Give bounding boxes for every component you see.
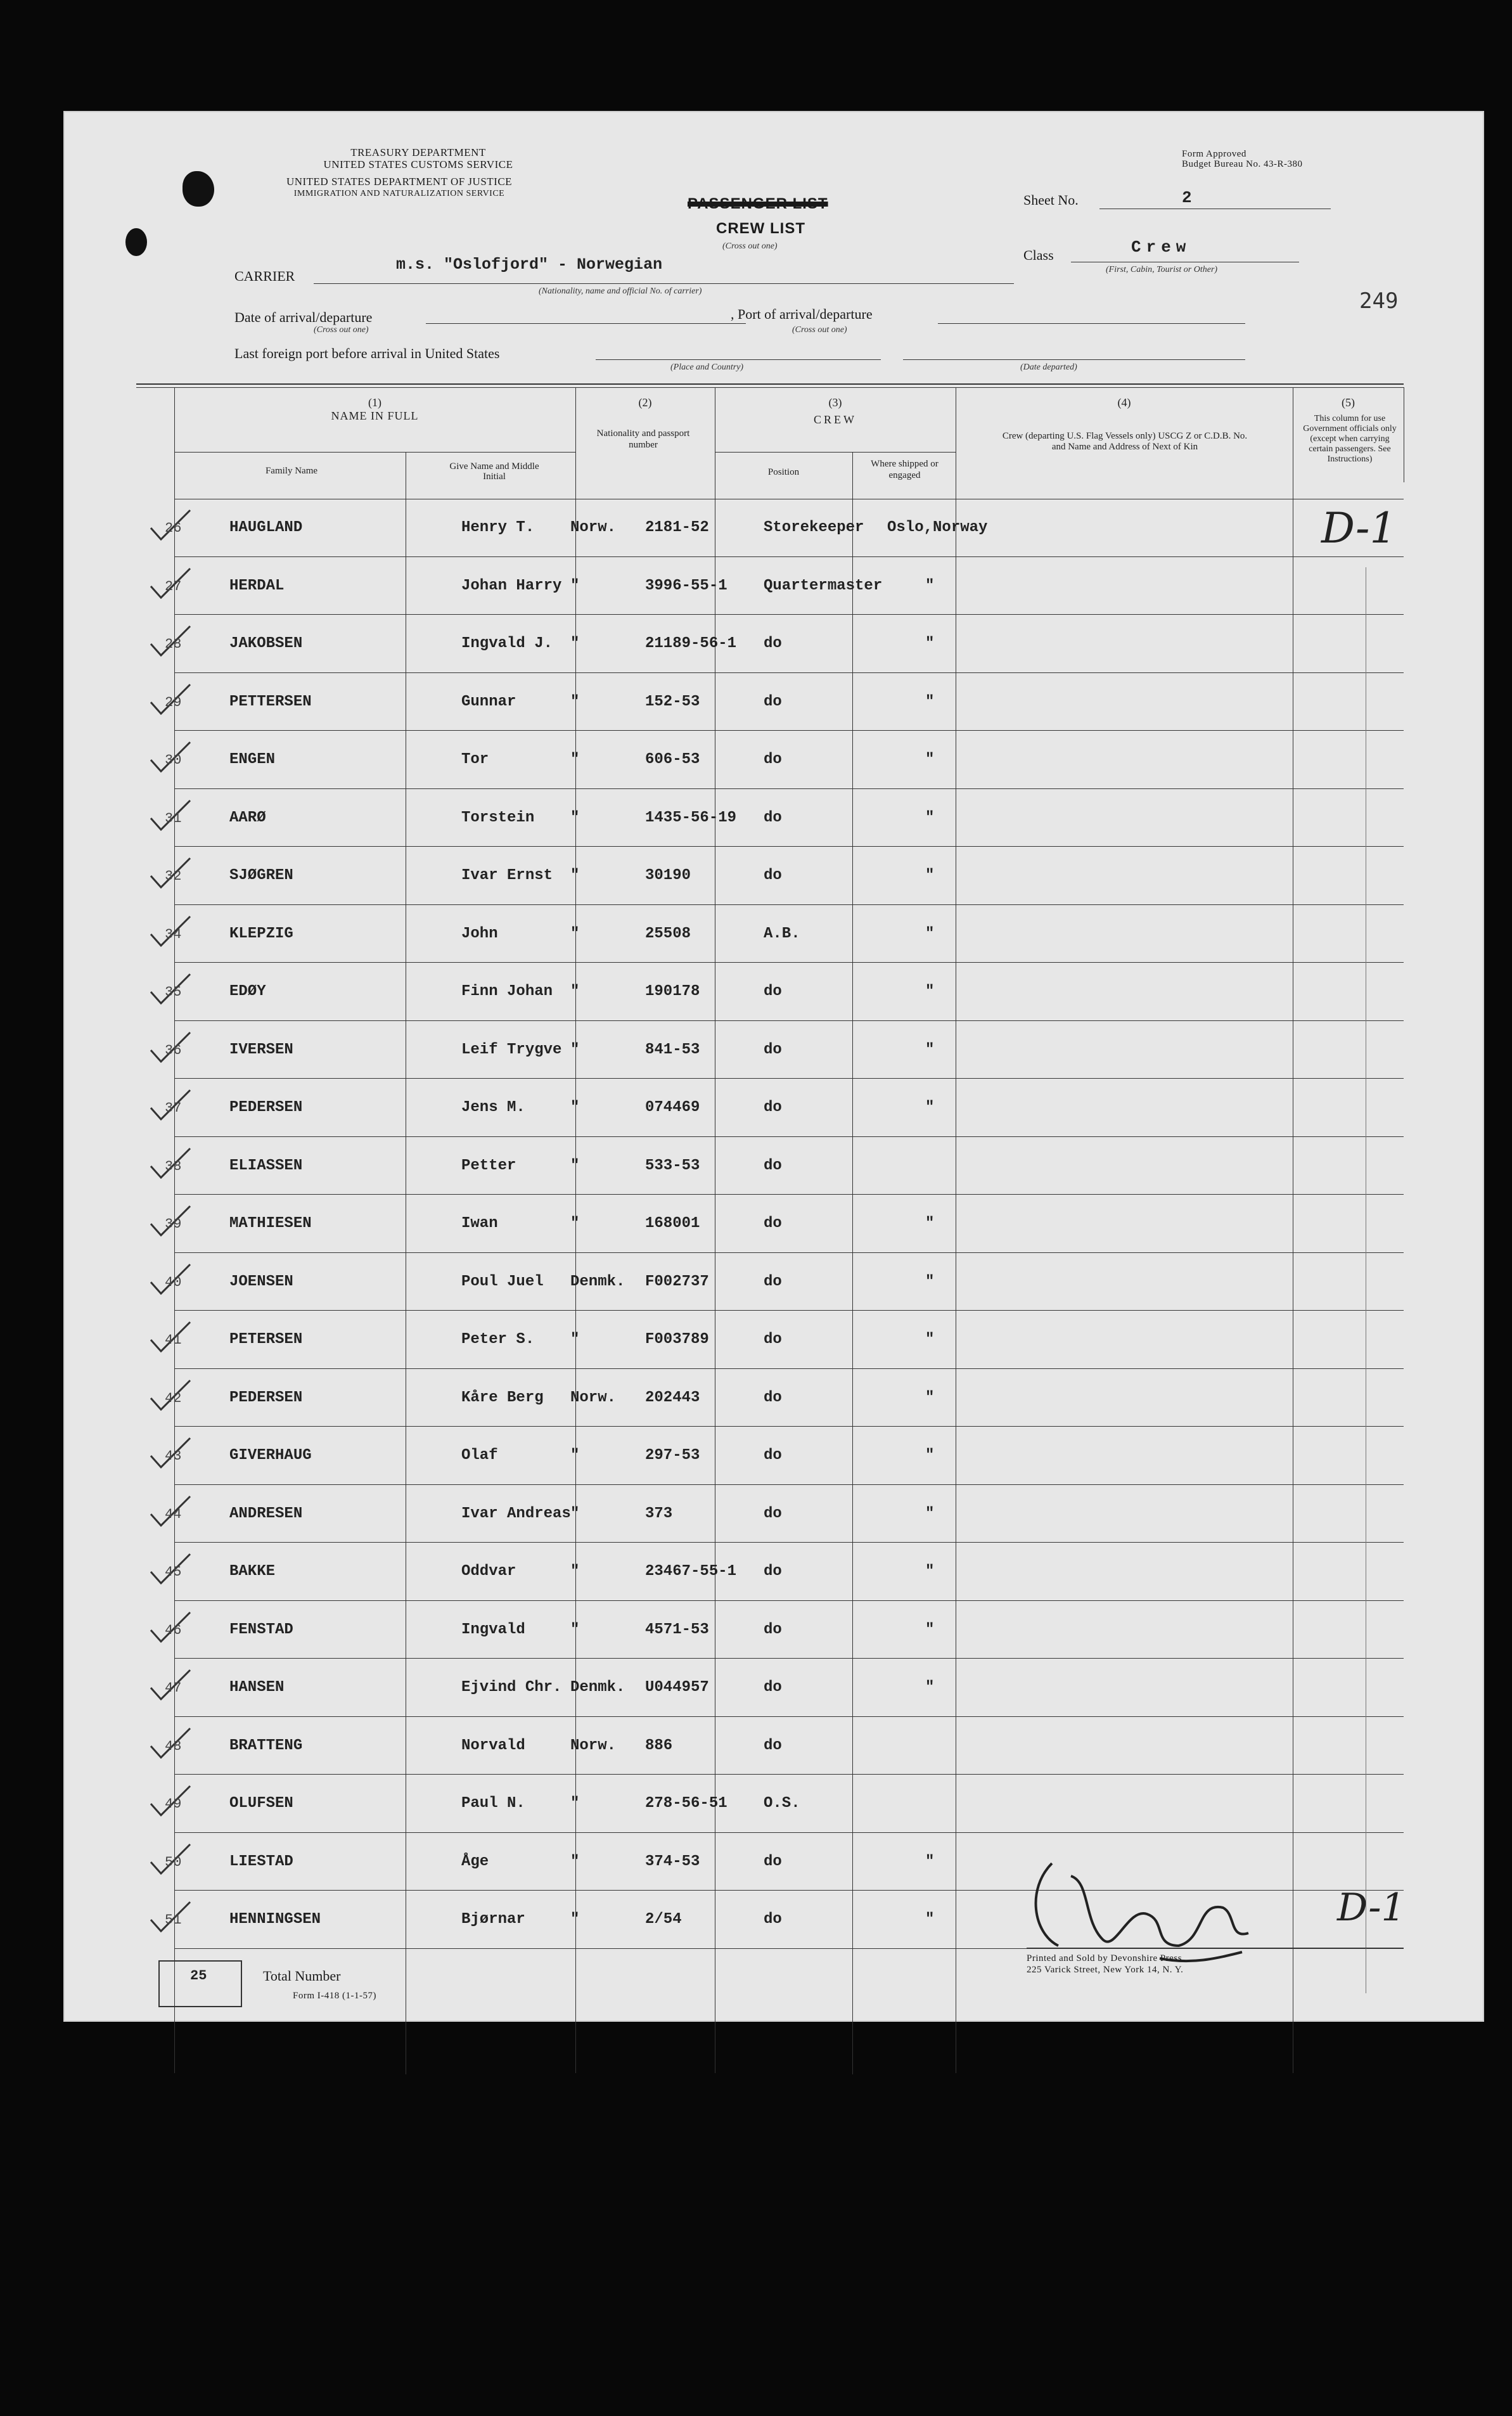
where-shipped-cell: " <box>925 1679 935 1696</box>
passport-number-cell: 278-56-51 <box>645 1795 727 1812</box>
sheet-label: Sheet No. <box>1023 192 1079 208</box>
family-name-cell: HENNINGSEN <box>229 1911 321 1928</box>
col5-number: (5) <box>1342 396 1355 409</box>
dept-justice: UNITED STATES DEPARTMENT OF JUSTICE <box>286 176 513 188</box>
position-cell: do <box>764 1563 782 1580</box>
position-cell: do <box>764 1099 782 1116</box>
budget-bureau-line: Budget Bureau No. 43-R-380 <box>1182 159 1303 169</box>
given-name-cell: Ingvald J. <box>461 635 553 652</box>
port-label: , Port of arrival/departure <box>731 306 873 322</box>
passport-number-cell: 373 <box>645 1505 673 1522</box>
where-shipped-cell: " <box>925 1505 935 1522</box>
nationality-cell: " <box>570 1563 580 1580</box>
given-name-cell: Finn Johan <box>461 983 553 1000</box>
nationality-cell: " <box>570 925 580 942</box>
passport-number-cell: 374-53 <box>645 1853 700 1870</box>
family-name-cell: LIESTAD <box>229 1853 293 1870</box>
where-shipped-cell: " <box>925 1215 935 1232</box>
given-name-cell: Peter S. <box>461 1331 535 1348</box>
where-shipped-cell: " <box>925 1331 935 1348</box>
table-row <box>63 1311 1484 1368</box>
position-cell: do <box>764 1215 782 1232</box>
family-name-cell: AARØ <box>229 809 266 826</box>
ink-blot <box>125 228 147 256</box>
family-name-cell: MATHIESEN <box>229 1215 312 1232</box>
position-cell: do <box>764 1737 782 1754</box>
position-cell: do <box>764 693 782 710</box>
family-name-header: Family Name <box>265 466 318 476</box>
nationality-cell: " <box>570 983 580 1000</box>
cross-out-caption: (Cross out one) <box>722 241 778 251</box>
position-cell: do <box>764 1853 782 1870</box>
passport-number-cell: 21189-56-1 <box>645 635 737 652</box>
nationality-cell: " <box>570 1331 580 1348</box>
nationality-cell: " <box>570 1505 580 1522</box>
nationality-cell: " <box>570 1041 580 1058</box>
table-row <box>63 1427 1484 1484</box>
given-name-cell: Iwan <box>461 1215 498 1232</box>
printer-imprint <box>1027 1953 1183 1976</box>
printer-line-1: Printed and Sold by Devonshire Press <box>1027 1953 1182 1963</box>
nationality-cell: " <box>570 1795 580 1812</box>
carrier-label: CARRIER <box>234 268 295 284</box>
where-shipped-cell: " <box>925 693 935 710</box>
given-name-cell: Johan Harry <box>461 577 562 594</box>
nationality-cell: " <box>570 809 580 826</box>
position-cell: do <box>764 1621 782 1638</box>
family-name-cell: PEDERSEN <box>229 1099 303 1116</box>
table-row <box>63 557 1484 615</box>
position-cell: do <box>764 867 782 884</box>
dept-treasury: TREASURY DEPARTMENT <box>350 146 486 158</box>
position-cell: do <box>764 1331 782 1348</box>
given-name-cell: Norvald <box>461 1737 525 1754</box>
position-cell: do <box>764 1505 782 1522</box>
table-row <box>63 963 1484 1020</box>
row-number: 41 <box>165 1332 182 1348</box>
date-departed-caption: (Date departed) <box>1020 363 1077 372</box>
where-shipped-cell: " <box>925 1041 935 1058</box>
where-shipped-cell: " <box>925 867 935 884</box>
table-row <box>63 1659 1484 1716</box>
position-header: Position <box>767 467 800 477</box>
row-number: 45 <box>165 1564 182 1580</box>
position-cell: Quartermaster <box>764 577 883 594</box>
nationality-cell: " <box>570 577 580 594</box>
family-name-cell: JOENSEN <box>229 1273 293 1290</box>
given-name-header: Give Name and Middle Initial <box>449 461 539 482</box>
where-shipped-cell: " <box>925 1099 935 1116</box>
form-number: Form I-418 (1-1-57) <box>293 1991 376 2001</box>
passport-number-cell: 886 <box>645 1737 673 1754</box>
family-name-cell: PETTERSEN <box>229 693 312 710</box>
col3-number: (3) <box>828 396 842 409</box>
passport-number-cell: 2/54 <box>645 1911 682 1928</box>
table-row <box>63 1137 1484 1195</box>
col5-title: This column for use Government officials only (except when carrying certain passengers. See Instructions) <box>1303 414 1397 464</box>
col3-title: CREW <box>814 413 857 426</box>
family-name-cell: ENGEN <box>229 751 276 768</box>
given-name-cell: Oddvar <box>461 1563 516 1580</box>
given-name-cell: Ingvald <box>461 1621 525 1638</box>
class-value: Crew <box>1131 238 1191 257</box>
given-name-cell: Petter <box>461 1157 516 1174</box>
form-sheet <box>63 111 1484 2022</box>
table-row <box>63 731 1484 788</box>
given-name-cell: John <box>461 925 498 942</box>
last-port-label: Last foreign port before arrival in United States <box>234 345 500 361</box>
col1-number: (1) <box>368 396 381 409</box>
row-number: 36 <box>165 1042 182 1058</box>
where-shipped-cell: " <box>925 1389 935 1406</box>
family-name-cell: IVERSEN <box>229 1041 293 1058</box>
where-shipped-cell: " <box>925 1853 935 1870</box>
where-shipped-cell: " <box>925 1447 935 1464</box>
passenger-list-title-struck: PASSENGER LIST <box>688 195 828 212</box>
position-cell: Storekeeper <box>764 519 864 536</box>
row-number: 46 <box>165 1622 182 1638</box>
nationality-cell: " <box>570 635 580 652</box>
passport-number-cell: 3996-55-1 <box>645 577 727 594</box>
form-approved <box>1182 149 1302 169</box>
table-row <box>63 847 1484 904</box>
given-name-cell: Leif Trygve <box>461 1041 562 1058</box>
nationality-cell: Norw. <box>570 1737 617 1754</box>
nationality-cell: " <box>570 1099 580 1116</box>
where-shipped-cell: " <box>925 577 935 594</box>
where-shipped-cell: " <box>925 1273 935 1290</box>
position-cell: do <box>764 1157 782 1174</box>
given-name-cell: Jens M. <box>461 1099 525 1116</box>
position-cell: do <box>764 809 782 826</box>
row-number: 32 <box>165 868 182 884</box>
row-number: 30 <box>165 752 182 768</box>
family-name-cell: BAKKE <box>229 1563 276 1580</box>
row-number: 50 <box>165 1854 182 1870</box>
given-name-cell: Bjørnar <box>461 1911 525 1928</box>
passport-number-cell: F002737 <box>645 1273 709 1290</box>
passport-number-cell: 202443 <box>645 1389 700 1406</box>
passport-number-cell: U044957 <box>645 1679 709 1696</box>
table-row <box>63 1485 1484 1543</box>
row-number: 26 <box>165 520 182 536</box>
family-name-cell: HANSEN <box>229 1679 285 1696</box>
d1-annotation-top: D-1 <box>1321 504 1397 553</box>
family-name-cell: HAUGLAND <box>229 519 303 536</box>
where-shipped-cell: " <box>925 1563 935 1580</box>
passport-number-cell: 841-53 <box>645 1041 700 1058</box>
where-shipped-cell: " <box>925 809 935 826</box>
passport-number-cell: 606-53 <box>645 751 700 768</box>
nationality-cell: " <box>570 1911 580 1928</box>
position-cell: do <box>764 983 782 1000</box>
carrier-caption: (Nationality, name and official No. of carrier) <box>539 286 702 296</box>
passport-number-cell: 30190 <box>645 867 691 884</box>
family-name-cell: PETERSEN <box>229 1331 303 1348</box>
given-name-cell: Ivar Ernst <box>461 867 553 884</box>
family-name-cell: ELIASSEN <box>229 1157 303 1174</box>
passport-number-cell: 190178 <box>645 983 700 1000</box>
position-cell: do <box>764 1679 782 1696</box>
carrier-value: m.s. "Oslofjord" - Norwegian <box>396 255 663 274</box>
passport-number-cell: 533-53 <box>645 1157 700 1174</box>
passport-number-cell: F003789 <box>645 1331 709 1348</box>
position-cell: do <box>764 751 782 768</box>
class-caption: (First, Cabin, Tourist or Other) <box>1106 265 1218 274</box>
table-row <box>63 1601 1484 1659</box>
form-approved-line: Form Approved <box>1182 149 1246 159</box>
nationality-cell: Norw. <box>570 519 617 536</box>
row-number: 49 <box>165 1796 182 1812</box>
nationality-cell: Norw. <box>570 1389 617 1406</box>
given-name-cell: Ivar Andreas <box>461 1505 571 1522</box>
table-row <box>63 1021 1484 1079</box>
given-name-cell: Tor <box>461 751 489 768</box>
family-name-cell: GIVERHAUG <box>229 1447 312 1464</box>
passport-number-cell: 4571-53 <box>645 1621 709 1638</box>
row-number: 37 <box>165 1100 182 1116</box>
printer-line-2: 225 Varick Street, New York 14, N. Y. <box>1027 1965 1184 1975</box>
justice-header <box>234 176 564 200</box>
crew-list-title: CREW LIST <box>716 220 805 237</box>
table-row <box>63 1775 1484 1832</box>
port-caption: (Cross out one) <box>792 325 847 335</box>
nationality-cell: " <box>570 1157 580 1174</box>
row-number: 48 <box>165 1738 182 1754</box>
where-shipped-cell: " <box>925 925 935 942</box>
passport-number-cell: 1435-56-19 <box>645 809 737 826</box>
family-name-cell: BRATTENG <box>229 1737 303 1754</box>
position-cell: do <box>764 635 782 652</box>
given-name-cell: Gunnar <box>461 693 516 710</box>
ink-blot <box>183 171 214 207</box>
position-cell: A.B. <box>764 925 800 942</box>
family-name-cell: OLUFSEN <box>229 1795 293 1812</box>
nationality-cell: " <box>570 751 580 768</box>
col2-title: Nationality and passport number <box>596 428 690 450</box>
row-number: 40 <box>165 1274 182 1290</box>
given-name-cell: Henry T. <box>461 519 535 536</box>
table-row <box>63 905 1484 963</box>
row-number: 27 <box>165 578 182 594</box>
nationality-cell: " <box>570 867 580 884</box>
col2-number: (2) <box>638 396 652 409</box>
col1-header <box>174 396 575 423</box>
family-name-cell: KLEPZIG <box>229 925 293 942</box>
passport-number-cell: 168001 <box>645 1215 700 1232</box>
where-shipped-cell: " <box>925 635 935 652</box>
col4-title: Crew (departing U.S. Flag Vessels only) USCG Z or C.D.B. No. and Name and Address of Next of Kin <box>1002 431 1248 452</box>
given-name-cell: Åge <box>461 1853 489 1870</box>
passport-number-cell: 25508 <box>645 925 691 942</box>
given-name-cell: Poul Juel <box>461 1273 544 1290</box>
given-name-cell: Paul N. <box>461 1795 525 1812</box>
position-cell: do <box>764 1447 782 1464</box>
table-row <box>63 1543 1484 1600</box>
row-number: 47 <box>165 1680 182 1696</box>
table-row <box>63 499 1484 556</box>
row-number: 28 <box>165 636 182 652</box>
passport-number-cell: 2181-52 <box>645 519 709 536</box>
nationality-cell: " <box>570 1447 580 1464</box>
col1-title: NAME IN FULL <box>331 409 419 422</box>
nationality-cell: " <box>570 693 580 710</box>
row-number: 39 <box>165 1216 182 1232</box>
table-row <box>63 615 1484 672</box>
nationality-cell: Denmk. <box>570 1679 625 1696</box>
given-name-cell: Torstein <box>461 809 535 826</box>
position-cell: do <box>764 1911 782 1928</box>
table-row <box>63 1079 1484 1136</box>
sheet-number: 2 <box>1182 188 1192 207</box>
passport-number-cell: 152-53 <box>645 693 700 710</box>
department-header <box>292 146 545 170</box>
total-number-value: 25 <box>190 1968 207 1984</box>
row-number: 43 <box>165 1448 182 1464</box>
position-cell: do <box>764 1041 782 1058</box>
family-name-cell: ANDRESEN <box>229 1505 303 1522</box>
d1-annotation-bottom: D-1 <box>1337 1886 1406 1930</box>
place-caption: (Place and Country) <box>670 363 744 372</box>
position-cell: do <box>764 1273 782 1290</box>
row-number: 44 <box>165 1506 182 1522</box>
where-shipped-cell: " <box>925 751 935 768</box>
where-shipped-cell: " <box>925 1911 935 1928</box>
family-name-cell: FENSTAD <box>229 1621 293 1638</box>
where-shipped-header: Where shipped or engaged <box>871 459 939 480</box>
given-name-cell: Kåre Berg <box>461 1389 544 1406</box>
family-name-cell: EDØY <box>229 983 266 1000</box>
position-cell: O.S. <box>764 1795 800 1812</box>
given-name-cell: Ejvind Chr. <box>461 1679 562 1696</box>
nationality-cell: " <box>570 1621 580 1638</box>
family-name-cell: PEDERSEN <box>229 1389 303 1406</box>
row-number: 31 <box>165 810 182 826</box>
row-number: 29 <box>165 694 182 710</box>
where-shipped-cell: Oslo,Norway <box>887 519 988 536</box>
row-number: 42 <box>165 1390 182 1406</box>
where-shipped-cell: " <box>925 983 935 1000</box>
family-name-cell: SJØGREN <box>229 867 293 884</box>
table-row <box>63 1717 1484 1775</box>
class-label: Class <box>1023 247 1054 263</box>
col3-header <box>715 396 956 427</box>
table-row <box>63 673 1484 731</box>
family-name-cell: HERDAL <box>229 577 285 594</box>
nationality-cell: " <box>570 1215 580 1232</box>
given-name-cell: Olaf <box>461 1447 498 1464</box>
dept-customs: UNITED STATES CUSTOMS SERVICE <box>323 158 513 170</box>
date-label: Date of arrival/departure <box>234 309 373 325</box>
page-number: 249 <box>1359 288 1399 314</box>
passport-number-cell: 297-53 <box>645 1447 700 1464</box>
table-row <box>63 1195 1484 1252</box>
passport-number-cell: 074469 <box>645 1099 700 1116</box>
row-number: 35 <box>165 984 182 1000</box>
table-row <box>63 1253 1484 1311</box>
table-row <box>63 1369 1484 1427</box>
nationality-cell: Denmk. <box>570 1273 625 1290</box>
row-number: 38 <box>165 1158 182 1174</box>
total-number-label: Total Number <box>263 1968 341 1984</box>
nationality-cell: " <box>570 1853 580 1870</box>
col4-number: (4) <box>1117 396 1131 409</box>
date-caption: (Cross out one) <box>314 325 369 335</box>
position-cell: do <box>764 1389 782 1406</box>
dept-immigration: IMMIGRATION AND NATURALIZATION SERVICE <box>293 189 505 198</box>
family-name-cell: JAKOBSEN <box>229 635 303 652</box>
row-number: 34 <box>165 926 182 942</box>
passport-number-cell: 23467-55-1 <box>645 1563 737 1580</box>
where-shipped-cell: " <box>925 1621 935 1638</box>
row-number: 51 <box>165 1912 182 1928</box>
table-row <box>63 789 1484 847</box>
